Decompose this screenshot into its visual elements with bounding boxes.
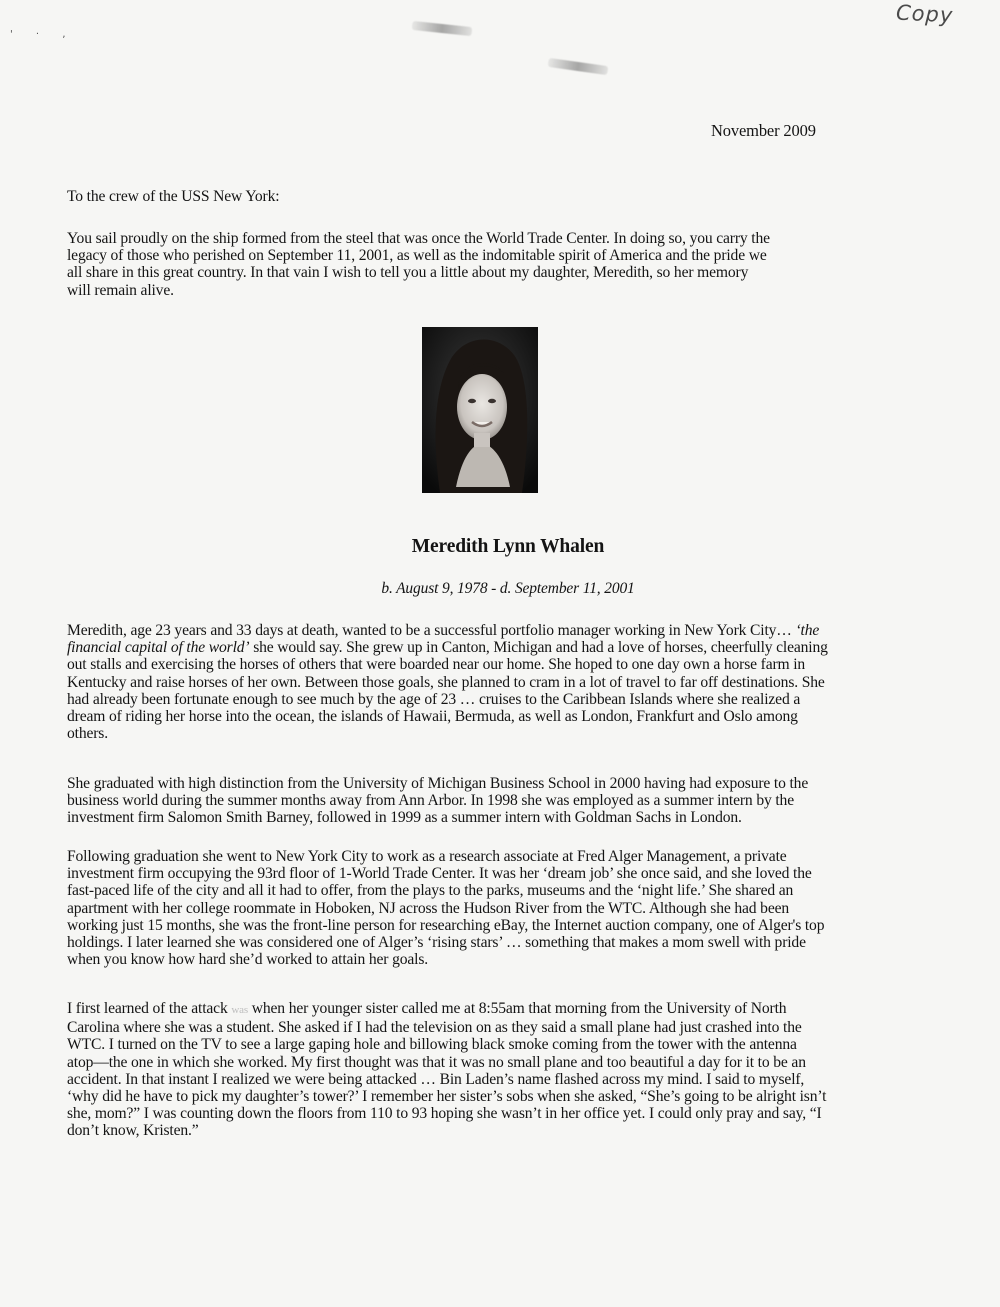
text-line: She graduated with high distinction from the University of Michigan Business School in 2000 having had exposure to the bbox=[67, 775, 809, 792]
handwritten-copy-note: Copy bbox=[895, 0, 954, 28]
text-line: atop—the one in which she worked. My first thought was that it was no small plane and too beautiful a day for it to be an bbox=[67, 1053, 806, 1071]
intro-paragraph bbox=[67, 230, 917, 299]
memorial-name: Meredith Lynn Whalen bbox=[411, 536, 605, 557]
faint-struck-word: was bbox=[231, 1004, 249, 1016]
text-line: dream of riding her horse into the ocean, the islands of Hawaii, Bermuda, as well as London, Frankfurt and Oslo among bbox=[67, 708, 798, 726]
portrait-photo bbox=[422, 327, 538, 493]
text-span: when her younger sister called me at 8:55am that morning from the University of North bbox=[248, 1000, 787, 1017]
text-line: apartment with her college roommate in Hoboken, NJ across the Hudson River from the WTC. Although she had been bbox=[67, 899, 790, 917]
text-line: You sail proudly on the ship formed from the steel that was once the World Trade Center. In doing so, you carry the bbox=[67, 230, 770, 247]
text-line: others. bbox=[67, 725, 108, 743]
text-line: investment firm occupying the 93rd floor of 1-World Trade Center. It was her ‘dream job’ she once said, and she loved the bbox=[67, 865, 812, 883]
text-line: fast-paced life of the city and all it had to offer, from the plays to the parks, museums and the ‘night life.’ She shared an bbox=[67, 882, 794, 900]
text-line bbox=[67, 622, 917, 639]
text-line: accident. In that instant I realized we were being attacked … Bin Laden’s name flashed across my mind. I said to myself, bbox=[67, 1070, 805, 1088]
text-span: I first learned of the attack bbox=[67, 1000, 232, 1017]
text-line: business world during the summer months away from Ann Arbor. In 1998 she was employed as a summer intern by the bbox=[67, 792, 794, 810]
text-line: ‘why did he have to pick my daughter’s tower?’ I remember her sister’s sobs when she asked, “She’s going to be alright isn’t bbox=[67, 1088, 827, 1106]
scan-smudge bbox=[548, 58, 609, 75]
text-span: she would say. She grew up in Canton, Michigan and had a love of horses, cheerfully cleaning bbox=[249, 639, 828, 657]
body-paragraph-1 bbox=[67, 622, 917, 742]
text-line: WTC. I turned on the TV to see a large gaping hole and billowing black smoke coming from the tower with the antenna bbox=[67, 1036, 797, 1054]
letter-date: November 2009 bbox=[711, 121, 816, 140]
text-line: when you know how hard she’d worked to attain her goals. bbox=[67, 951, 429, 969]
italic-quote: ‘the bbox=[791, 622, 820, 639]
text-line bbox=[67, 1000, 917, 1019]
body-paragraph-2 bbox=[67, 775, 917, 827]
text-line: legacy of those who perished on September 11, 2001, as well as the indomitable spirit of America and the pride we bbox=[67, 247, 767, 265]
text-span: Meredith, age 23 years and 33 days at death, wanted to be a successful portfolio manager working in New York City… bbox=[67, 622, 792, 639]
text-line: Kentucky and raise horses of her own. Between those goals, she planned to cram in a lot of travel to far off destinations. She bbox=[67, 673, 825, 691]
text-line: all share in this great country. In that vain I wish to tell you a little about my daughter, Meredith, so her memory bbox=[67, 264, 749, 282]
text-line: holdings. I later learned she was considered one of Alger’s ‘rising stars’ … something that makes a mom swell with pride bbox=[67, 934, 806, 952]
salutation: To the crew of the USS New York: bbox=[67, 188, 280, 205]
text-line: out stalls and exercising the horses of others that were boarded near our home. She hoped to one day own a horse farm in bbox=[67, 656, 806, 674]
text-line: Following graduation she went to New York City to work as a research associate at Fred Alger Management, a private bbox=[67, 848, 787, 865]
italic-quote: financial capital of the world’ bbox=[67, 639, 250, 657]
text-line: working just 15 months, she was the front-line person for researching eBay, the Internet auction company, one of Alger's top bbox=[67, 916, 825, 934]
text-line: she, mom?” I was counting down the floors from 110 to 93 hoping she wasn’t in her office yet. I could only pray and say, “I bbox=[67, 1105, 822, 1123]
body-paragraph-4 bbox=[67, 1000, 917, 1140]
text-line: Carolina where she was a student. She asked if I had the television on as they said a small plane had just crashed into the bbox=[67, 1019, 802, 1037]
scan-specks: ' · ‚ bbox=[10, 29, 76, 40]
text-line: don’t know, Kristen.” bbox=[67, 1122, 199, 1140]
scan-smudge bbox=[412, 21, 473, 36]
body-paragraph-3 bbox=[67, 848, 917, 968]
text-line: had already been fortunate enough to see much by the age of 23 … cruises to the Caribbean Islands where she realized a bbox=[67, 690, 801, 708]
memorial-dates: b. August 9, 1978 - d. September 11, 2001 bbox=[381, 580, 635, 597]
text-line: investment firm Salomon Smith Barney, followed in 1999 as a summer intern with Goldman Sachs in London. bbox=[67, 809, 742, 827]
text-line: will remain alive. bbox=[67, 281, 174, 299]
text-line bbox=[67, 639, 917, 656]
